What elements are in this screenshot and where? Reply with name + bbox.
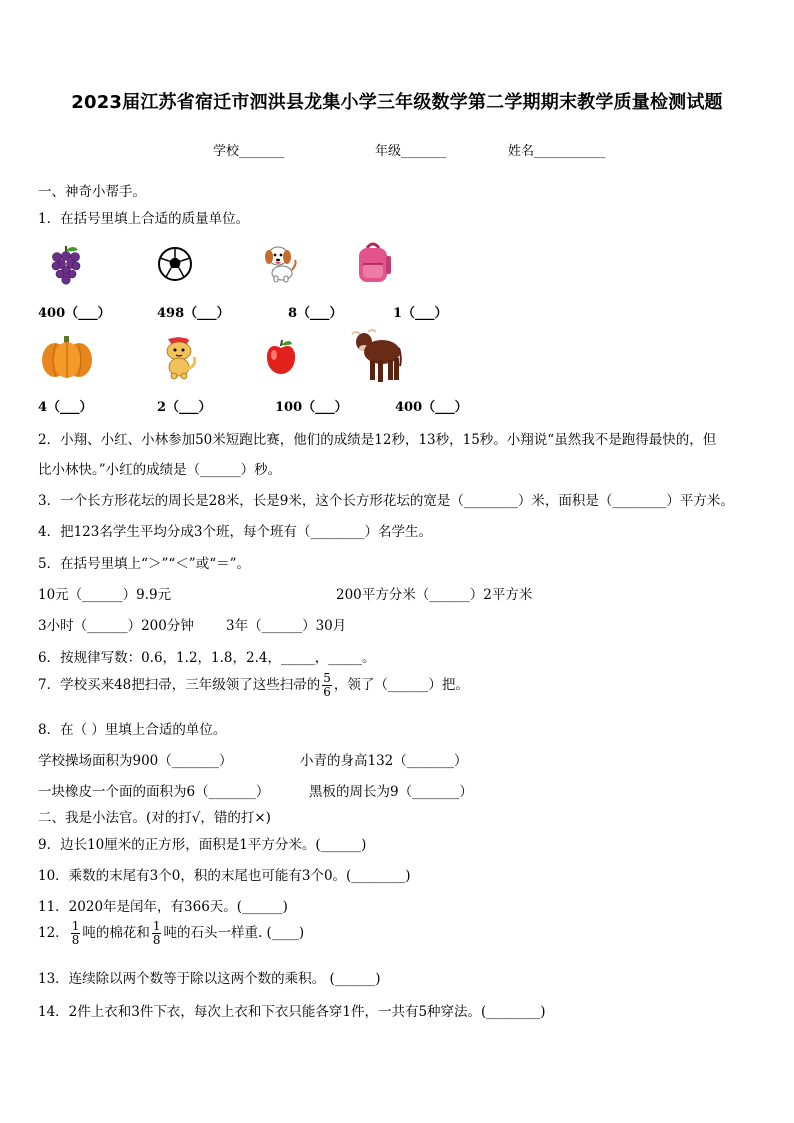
page-title: 2023届江苏省宿迁市泗洪县龙集小学三年级数学第二学期期末教学质量检测试题 [71, 92, 723, 113]
fraction-denominator: 6 [323, 685, 331, 699]
question-2-line-1: 2．小翔、小红、小林参加50米短跑比赛，他们的成绩是12秒，13秒，15秒。小翔说“虽然我不是跑得最快的，但 [38, 432, 717, 448]
caption-soccer-ball: 498（___） [157, 306, 230, 321]
fraction-numerator: 1 [152, 919, 161, 933]
kitten-icon [160, 333, 200, 381]
caption-cow: 400（___） [395, 400, 468, 415]
question-4: 4．把123名学生平均分成3个班，每个班有（________）名学生。 [38, 524, 432, 540]
question-8d: 黑板的周长为9（_______） [309, 784, 473, 800]
caption-grapes: 400（___） [38, 306, 111, 321]
question-9: 9．边长10厘米的正方形，面积是1平方分米。(______) [38, 837, 367, 853]
fraction-numerator: 1 [71, 919, 80, 933]
name-field: 姓名___________ [508, 144, 606, 159]
question-6: 6．按规律写数：0.6，1.2，1.8，2.4，_____，_____。 [38, 650, 376, 666]
soccer-ball-icon [157, 246, 193, 282]
fraction-five-sixths [322, 672, 332, 699]
question-12-tail: 吨的石头一样重. (____) [163, 925, 305, 941]
question-3: 3．一个长方形花坛的周长是28米，长是9米，这个长方形花坛的宽是（________）米，面积是（________）平方米。 [38, 493, 734, 509]
question-11: 11．2020年是闰年，有366天。(______) [38, 899, 288, 915]
question-5a: 10元（______）9.9元 [38, 587, 172, 603]
question-7-text: 7．学校买来48把扫帚，三年级领了这些扫帚的 [38, 677, 321, 693]
caption-apple: 100（___） [275, 400, 348, 415]
question-5b: 200平方分米（______）2平方米 [336, 587, 533, 603]
pumpkin-icon [40, 334, 94, 380]
caption-puppy: 8（___） [288, 306, 343, 321]
fraction-one-eighth-b [152, 920, 162, 947]
caption-pumpkin: 4（___） [38, 400, 93, 415]
school-field: 学校_______ [213, 144, 285, 159]
question-5d: 3年（______）30月 [226, 618, 347, 634]
cow-icon [350, 328, 402, 386]
question-8: 8．在（ ）里填上合适的单位。 [38, 722, 227, 738]
section-1-heading: 一、神奇小帮手。 [38, 184, 146, 200]
fraction-one-eighth-a [71, 920, 81, 947]
question-7 [38, 672, 469, 699]
grapes-icon [48, 244, 84, 288]
fraction-denominator: 8 [152, 933, 161, 947]
fraction-denominator: 8 [71, 933, 80, 947]
fraction-numerator: 5 [323, 671, 331, 685]
question-2-line-2: 比小林快。”小红的成绩是（______）秒。 [38, 462, 282, 478]
backpack-icon [353, 240, 393, 286]
question-8a: 学校操场面积为900（_______） [38, 753, 233, 769]
question-8b: 小青的身高132（_______） [300, 753, 468, 769]
question-7-tail: ，领了（______）把。 [333, 677, 469, 693]
grade-field: 年级_______ [375, 144, 447, 159]
puppy-icon [262, 242, 298, 284]
question-10: 10．乘数的末尾有3个0，积的末尾也可能有3个0。(________) [38, 868, 411, 884]
question-12-number: 12． [38, 925, 69, 941]
question-5: 5．在括号里填上“＞”“＜”或“＝”。 [38, 556, 250, 572]
question-1: 1．在括号里填上合适的质量单位。 [38, 211, 250, 227]
question-14: 14．2件上衣和3件下衣，每次上衣和下衣只能各穿1件，一共有5种穿法。(________) [38, 1004, 546, 1020]
section-2-heading: 二、我是小法官。(对的打√，错的打×) [38, 810, 271, 826]
question-13: 13．连续除以两个数等于除以这两个数的乘积。 (______) [38, 971, 381, 987]
caption-backpack: 1（___） [393, 306, 448, 321]
caption-kitten: 2（___） [157, 400, 212, 415]
question-5c: 3小时（______）200分钟 [38, 618, 194, 634]
question-8c: 一块橡皮一个面的面积为6（_______） [38, 784, 270, 800]
question-12 [38, 920, 304, 947]
question-12-mid: 吨的棉花和 [82, 925, 150, 941]
apple-icon [264, 338, 298, 376]
